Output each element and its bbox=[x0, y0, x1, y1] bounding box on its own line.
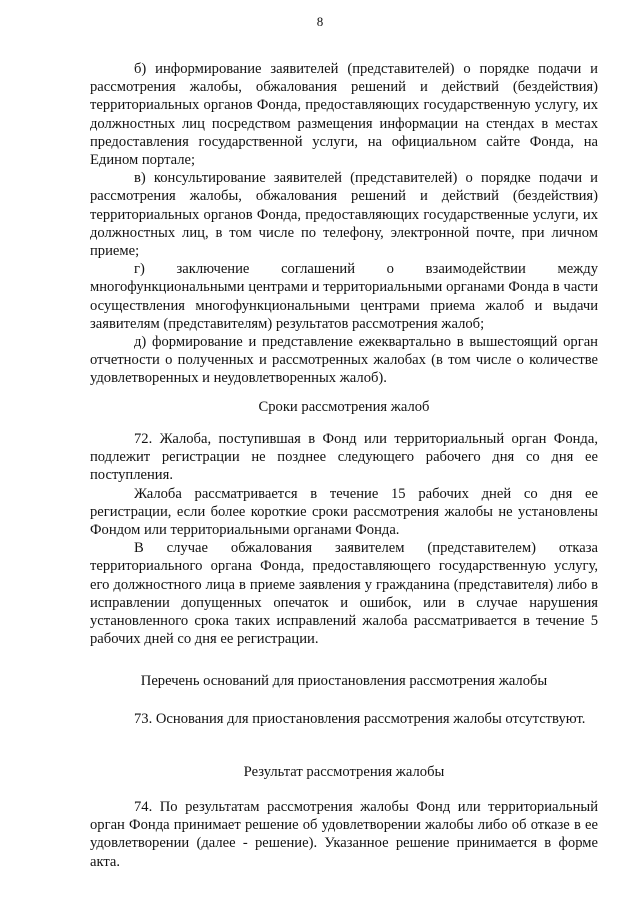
paragraph-72-refusal: В случае обжалования заявителем (представителем) отказа территориального органа Фонда, предоставляющего государственную услугу, его должностного лица в приеме заявления у гражданина (представителя) либо в исправлении допущенных опечаток и ошибок, или в случае нарушения установленного срока таких исправлений жалоба рассматривается в течение 5 рабочих дней со дня ее регистрации. bbox=[90, 540, 598, 648]
page-number: 8 bbox=[316, 14, 324, 29]
paragraph-74: 74. По результатам рассмотрения жалобы Фонд или территориальный орган Фонда принимает решение об удовлетворении жалобы либо об отказе в ее удовлетворении (далее - решение). Указанное решение принимается в форме акта. bbox=[90, 799, 598, 870]
paragraph-d: д) формирование и представление ежеквартально в вышестоящий орган отчетности о полученных и рассмотренных жалобах (в том числе о количестве удовлетворенных и неудовлетворенных жалоб). bbox=[90, 334, 598, 387]
heading-suspension: Перечень оснований для приостановления рассмотрения жалобы bbox=[140, 673, 548, 689]
block-2 bbox=[90, 430, 598, 648]
paragraph-g: г) заключение соглашений о взаимодействии между многофункциональными центрами и территориальными органами Фонда в части осуществления многофункциональными центрами приема жалоб и выдачи заявителям (представителям) результатов рассмотрения жалоб; bbox=[90, 261, 598, 332]
paragraph-v: в) консультирование заявителей (представителей) о порядке подачи и рассмотрения жалобы, обжалования решений и действий (бездействия) территориальных органов Фонда, предоставляющих государственные услуги, их должностных лиц, в том числе по телефону, электронной почте, при личном приеме; bbox=[90, 170, 598, 260]
paragraph-72-terms: Жалоба рассматривается в течение 15 рабочих дней со дня ее регистрации, если более короткие сроки рассмотрения жалобы не установлены Фондом или территориальными органами Фонда. bbox=[90, 485, 598, 539]
paragraph-72: 72. Жалоба, поступившая в Фонд или территориальный орган Фонда, подлежит регистрации не позднее следующего рабочего дня со дня ее поступления. bbox=[90, 431, 598, 484]
paragraph-b: б) информирование заявителей (представителей) о порядке подачи и рассмотрения жалобы, обжалования решений и действий (бездействия) территориальных органов Фонда, предоставляющих государственную услугу, их должностных лиц посредством размещения информации на стендах в местах предоставления государственной услуги, на официальном сайте Фонда, на Едином портале; bbox=[90, 61, 598, 169]
block-3 bbox=[90, 710, 598, 728]
block-4 bbox=[90, 798, 598, 871]
block-1 bbox=[90, 60, 598, 388]
heading-terms: Сроки рассмотрения жалоб bbox=[258, 399, 430, 415]
heading-result: Результат рассмотрения жалобы bbox=[243, 764, 445, 780]
paragraph-73: 73. Основания для приостановления рассмотрения жалобы отсутствуют. bbox=[134, 711, 586, 727]
